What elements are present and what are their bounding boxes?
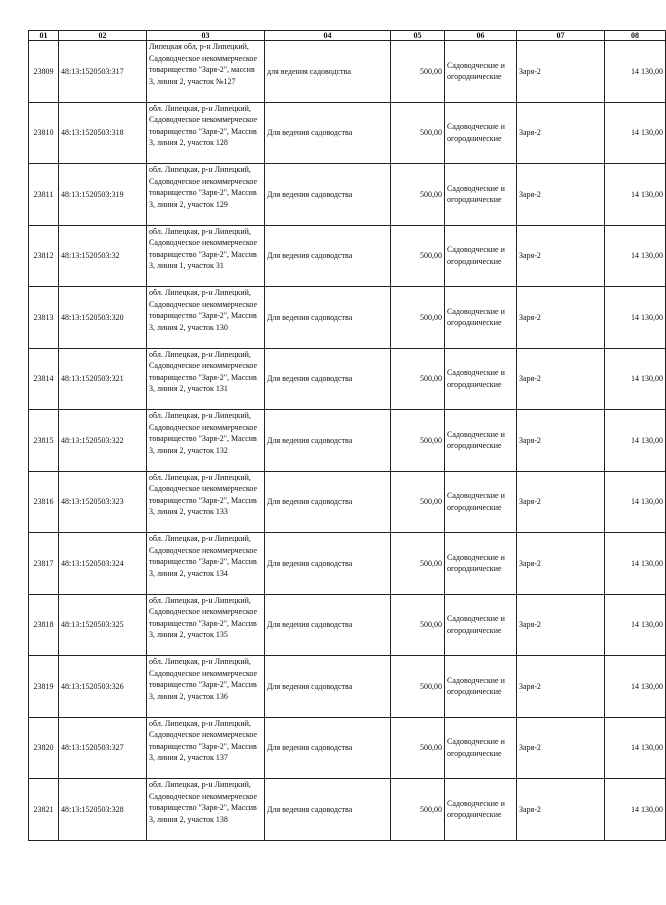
cell-cadastral-value: 14 130,00 [605, 717, 666, 779]
cell-area: 500,00 [391, 656, 445, 718]
cell-record-number: 23812 [29, 225, 59, 287]
cell-permitted-use: Для ведения садоводства [265, 717, 391, 779]
cell-partnership-name: Заря-2 [517, 348, 605, 410]
address-text: обл. Липецкая, р-н Липецкий, Садоводческое некоммерческое товарищество "Заря-2", Массив 3, линия 1, участок 31 [149, 226, 258, 270]
address-text: обл. Липецкая, р-н Липецкий, Садоводческое некоммерческое товарищество "Заря-2", Массив 3, линия 2, участок 136 [149, 657, 258, 701]
address-text: обл. Липецкая, р-н Липецкий, Садоводческое некоммерческое товарищество "Заря-2", Массив 3, линия 2, участок 129 [149, 165, 258, 209]
cell-land-category: Садоводческие и огороднические [445, 164, 517, 226]
col-header-08: 08 [605, 31, 666, 41]
table-row [29, 779, 666, 841]
cell-cadastral-value: 14 130,00 [605, 471, 666, 533]
table-row [29, 287, 666, 349]
cell-record-number: 23819 [29, 656, 59, 718]
cell-partnership-name: Заря-2 [517, 717, 605, 779]
cell-area: 500,00 [391, 594, 445, 656]
cell-land-category: Садоводческие и огороднические [445, 287, 517, 349]
address-text: обл. Липецкая, р-н Липецкий, Садоводческое некоммерческое товарищество "Заря-2", Массив 3, линия 2, участок 133 [149, 472, 258, 516]
cell-permitted-use: Для ведения садоводства [265, 348, 391, 410]
cell-partnership-name: Заря-2 [517, 533, 605, 595]
cell-record-number: 23818 [29, 594, 59, 656]
address-text: обл. Липецкая, р-н Липецкий, Садоводческое некоммерческое товарищество "Заря-2", Массив 3, линия 2, участок 138 [149, 780, 258, 824]
cell-address [147, 41, 265, 103]
cell-cadastral-number: 48:13:1520503:324 [59, 533, 147, 595]
cell-area: 500,00 [391, 102, 445, 164]
address-text: обл. Липецкая, р-н Липецкий, Садоводческое некоммерческое товарищество "Заря-2", Массив 3, линия 2, участок 135 [149, 595, 258, 639]
cell-permitted-use: для ведения садоводства [265, 41, 391, 103]
cell-area: 500,00 [391, 779, 445, 841]
cell-permitted-use: Для ведения садоводства [265, 164, 391, 226]
cell-address [147, 410, 265, 472]
cell-address [147, 471, 265, 533]
cell-area: 500,00 [391, 164, 445, 226]
cell-land-category: Садоводческие и огороднические [445, 779, 517, 841]
cell-cadastral-number: 48:13:1520503:328 [59, 779, 147, 841]
table-row [29, 41, 666, 103]
cell-address [147, 164, 265, 226]
cell-permitted-use: Для ведения садоводства [265, 410, 391, 472]
cell-land-category: Садоводческие и огороднические [445, 348, 517, 410]
cell-record-number: 23809 [29, 41, 59, 103]
table-row [29, 348, 666, 410]
cell-address [147, 779, 265, 841]
cell-permitted-use: Для ведения садоводства [265, 594, 391, 656]
cell-address [147, 533, 265, 595]
cell-cadastral-value: 14 130,00 [605, 287, 666, 349]
cell-permitted-use: Для ведения садоводства [265, 779, 391, 841]
table-row [29, 225, 666, 287]
col-header-06: 06 [445, 31, 517, 41]
col-header-04: 04 [265, 31, 391, 41]
cell-area: 500,00 [391, 717, 445, 779]
cell-record-number: 23820 [29, 717, 59, 779]
cell-cadastral-value: 14 130,00 [605, 102, 666, 164]
cell-cadastral-number: 48:13:1520503:325 [59, 594, 147, 656]
cell-land-category: Садоводческие и огороднические [445, 102, 517, 164]
cell-land-category: Садоводческие и огороднические [445, 471, 517, 533]
cell-cadastral-number: 48:13:1520503:327 [59, 717, 147, 779]
cell-area: 500,00 [391, 410, 445, 472]
cell-record-number: 23821 [29, 779, 59, 841]
cell-land-category: Садоводческие и огороднические [445, 533, 517, 595]
cell-partnership-name: Заря-2 [517, 225, 605, 287]
cell-cadastral-number: 48:13:1520503:323 [59, 471, 147, 533]
cell-partnership-name: Заря-2 [517, 102, 605, 164]
table-row [29, 471, 666, 533]
col-header-03: 03 [147, 31, 265, 41]
cell-cadastral-number: 48:13:1520503:321 [59, 348, 147, 410]
cell-land-category: Садоводческие и огороднические [445, 410, 517, 472]
cell-cadastral-number: 48:13:1520503:32 [59, 225, 147, 287]
table-row [29, 410, 666, 472]
cell-cadastral-number: 48:13:1520503:319 [59, 164, 147, 226]
address-text: обл. Липецкая, р-н Липецкий, Садоводческое некоммерческое товарищество "Заря-2", Массив 3, линия 2, участок 132 [149, 411, 258, 455]
cell-permitted-use: Для ведения садоводства [265, 102, 391, 164]
table-row [29, 533, 666, 595]
table-row [29, 102, 666, 164]
address-text: Липецкая обл, р-н Липецкий, Садоводческое некоммерческое товарищество "Заря-2", массив 3, линия 2, участок №127 [149, 42, 258, 86]
cell-address [147, 717, 265, 779]
cell-cadastral-value: 14 130,00 [605, 594, 666, 656]
col-header-05: 05 [391, 31, 445, 41]
cell-record-number: 23811 [29, 164, 59, 226]
address-text: обл. Липецкая, р-н Липецкий, Садоводческое некоммерческое товарищество "Заря-2", Массив 3, линия 2, участок 137 [149, 718, 258, 762]
cell-cadastral-number: 48:13:1520503:326 [59, 656, 147, 718]
cell-cadastral-value: 14 130,00 [605, 348, 666, 410]
col-header-07: 07 [517, 31, 605, 41]
cell-cadastral-number: 48:13:1520503:317 [59, 41, 147, 103]
cell-partnership-name: Заря-2 [517, 594, 605, 656]
cell-partnership-name: Заря-2 [517, 471, 605, 533]
cell-cadastral-number: 48:13:1520503:320 [59, 287, 147, 349]
cell-record-number: 23816 [29, 471, 59, 533]
cell-area: 500,00 [391, 533, 445, 595]
cell-partnership-name: Заря-2 [517, 656, 605, 718]
cell-record-number: 23810 [29, 102, 59, 164]
address-text: обл. Липецкая, р-н Липецкий, Садоводческое некоммерческое товарищество "Заря-2", Массив 3, линия 2, участок 131 [149, 349, 258, 393]
cell-address [147, 656, 265, 718]
cell-land-category: Садоводческие и огороднические [445, 656, 517, 718]
table-row [29, 164, 666, 226]
cell-area: 500,00 [391, 41, 445, 103]
cell-cadastral-value: 14 130,00 [605, 533, 666, 595]
cell-cadastral-value: 14 130,00 [605, 779, 666, 841]
cell-address [147, 225, 265, 287]
cell-cadastral-number: 48:13:1520503:318 [59, 102, 147, 164]
cell-area: 500,00 [391, 471, 445, 533]
cell-cadastral-number: 48:13:1520503:322 [59, 410, 147, 472]
cell-permitted-use: Для ведения садоводства [265, 533, 391, 595]
cell-address [147, 348, 265, 410]
cell-land-category: Садоводческие и огороднические [445, 594, 517, 656]
cell-partnership-name: Заря-2 [517, 779, 605, 841]
cell-partnership-name: Заря-2 [517, 41, 605, 103]
cell-permitted-use: Для ведения садоводства [265, 287, 391, 349]
cell-cadastral-value: 14 130,00 [605, 656, 666, 718]
cell-permitted-use: Для ведения садоводства [265, 225, 391, 287]
table-row [29, 594, 666, 656]
cell-permitted-use: Для ведения садоводства [265, 471, 391, 533]
cell-area: 500,00 [391, 287, 445, 349]
cell-record-number: 23815 [29, 410, 59, 472]
cell-address [147, 102, 265, 164]
table-row [29, 656, 666, 718]
cell-cadastral-value: 14 130,00 [605, 225, 666, 287]
col-header-02: 02 [59, 31, 147, 41]
cell-address [147, 287, 265, 349]
cell-land-category: Садоводческие и огороднические [445, 41, 517, 103]
table-row [29, 717, 666, 779]
cell-partnership-name: Заря-2 [517, 287, 605, 349]
cell-cadastral-value: 14 130,00 [605, 410, 666, 472]
cell-land-category: Садоводческие и огороднические [445, 717, 517, 779]
cell-record-number: 23813 [29, 287, 59, 349]
cell-area: 500,00 [391, 225, 445, 287]
cell-land-category: Садоводческие и огороднические [445, 225, 517, 287]
cell-address [147, 594, 265, 656]
cell-partnership-name: Заря-2 [517, 410, 605, 472]
cell-partnership-name: Заря-2 [517, 164, 605, 226]
cell-area: 500,00 [391, 348, 445, 410]
address-text: обл. Липецкая, р-н Липецкий, Садоводческое некоммерческое товарищество "Заря-2", Массив 3, линия 2, участок 130 [149, 288, 258, 332]
cell-permitted-use: Для ведения садоводства [265, 656, 391, 718]
cell-cadastral-value: 14 130,00 [605, 164, 666, 226]
cell-record-number: 23814 [29, 348, 59, 410]
land-register-table [28, 30, 666, 841]
col-header-01: 01 [29, 31, 59, 41]
cell-cadastral-value: 14 130,00 [605, 41, 666, 103]
address-text: обл. Липецкая, р-н Липецкий, Садоводческое некоммерческое товарищество "Заря-2", Массив 3, линия 2, участок 128 [149, 103, 258, 147]
header-row [29, 31, 666, 41]
cell-record-number: 23817 [29, 533, 59, 595]
address-text: обл. Липецкая, р-н Липецкий, Садоводческое некоммерческое товарищество "Заря-2", Массив 3, линия 2, участок 134 [149, 534, 258, 578]
